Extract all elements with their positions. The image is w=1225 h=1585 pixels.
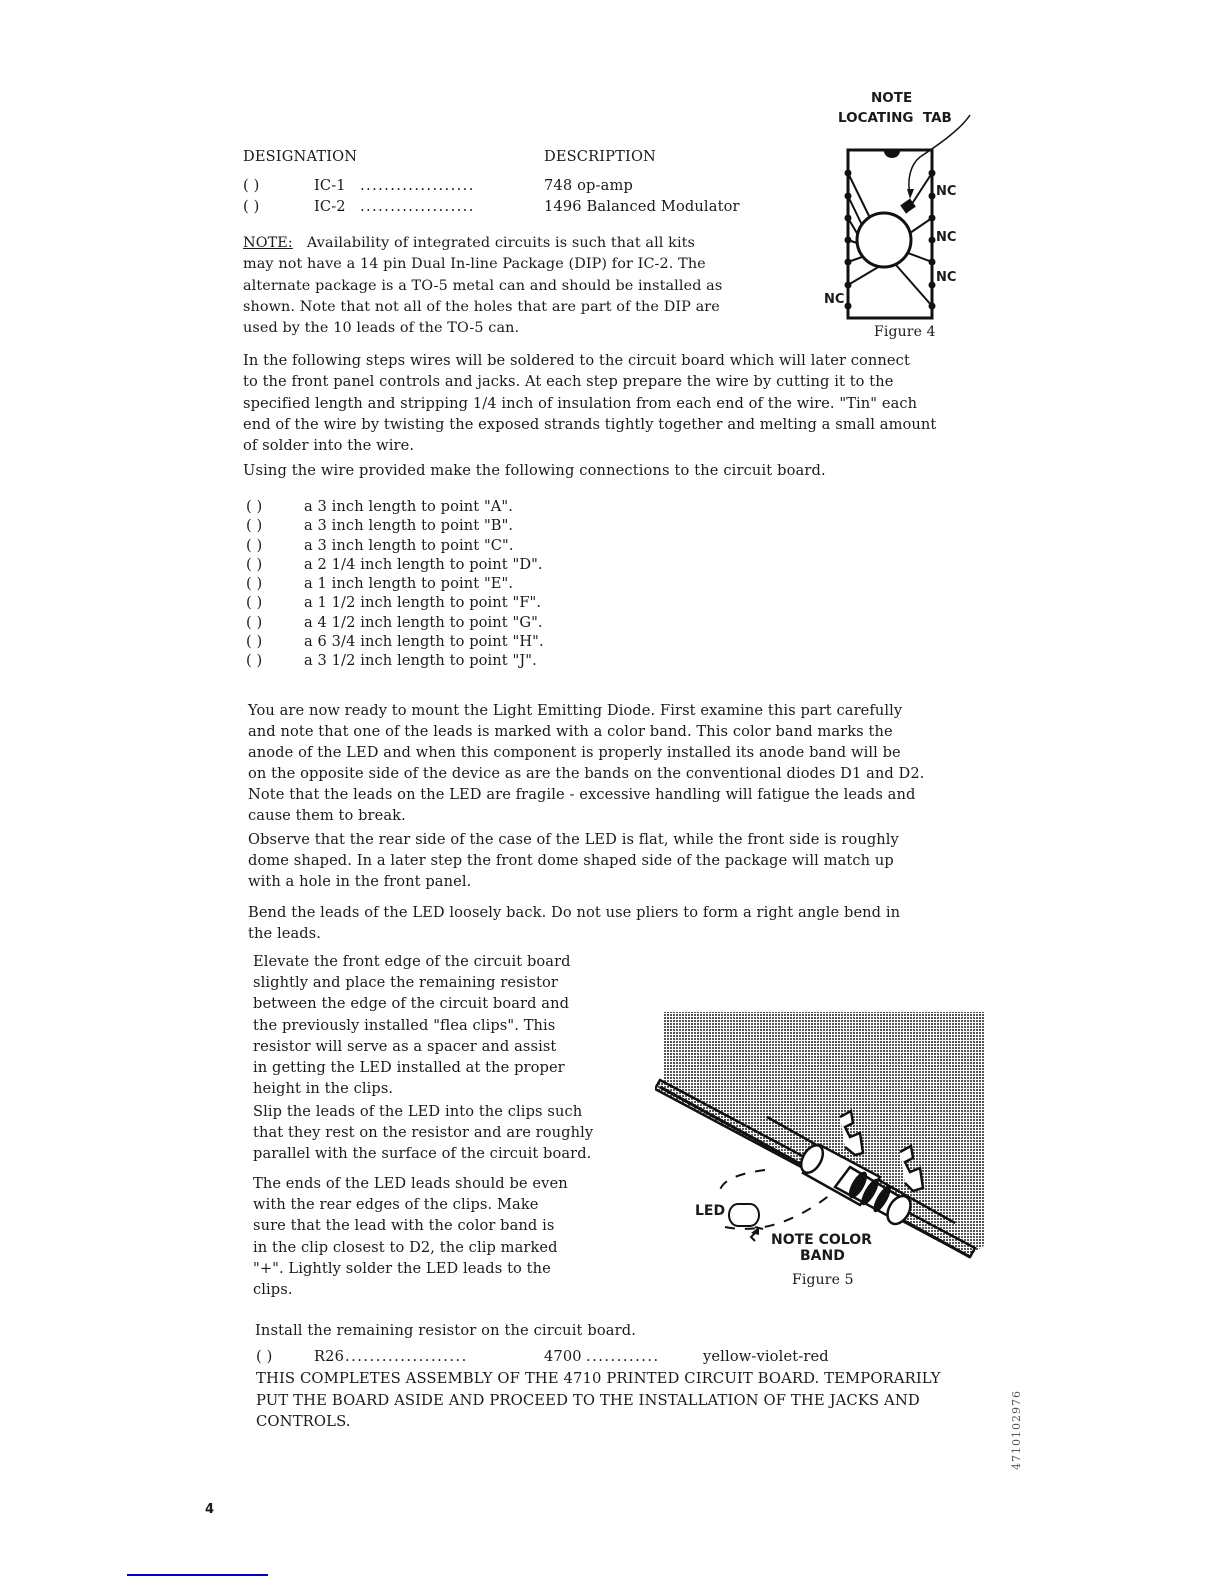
- paragraph-line: Elevate the front edge of the circuit board: [253, 953, 571, 970]
- dot-leader: ....................: [345, 1348, 468, 1365]
- paragraph-line: parallel with the surface of the circuit board.: [253, 1145, 592, 1163]
- paragraph-line: with the rear edges of the clips. Make: [253, 1196, 539, 1214]
- paragraph-line: clips.: [253, 1281, 293, 1299]
- paragraph-line: slightly and place the remaining resistor: [253, 974, 559, 992]
- wire-step: [246, 651, 544, 670]
- paragraph-line: specified length and stripping 1/4 inch of insulation from each end of the wire. "Tin" each: [243, 394, 918, 412]
- parts-row: [243, 175, 346, 197]
- paragraph-line: Observe that the rear side of the case of the LED is flat, while the front side is roughly: [248, 831, 899, 848]
- completion-notice: [256, 1368, 941, 1433]
- wire-step: [246, 613, 544, 632]
- paragraph-line: resistor will serve as a spacer and assist: [253, 1037, 557, 1055]
- paragraph-line: In the following steps wires will be soldered to the circuit board which will later connect: [243, 352, 910, 369]
- wire-step-text: a 4 1/2 inch length to point "G".: [304, 613, 543, 631]
- checkbox[interactable]: ( ): [246, 613, 263, 631]
- paragraph-line: sure that the lead with the color band is: [253, 1217, 555, 1235]
- designation: IC-1: [314, 177, 346, 194]
- figure-5-caption: Figure 5: [792, 1272, 854, 1288]
- wire-step-text: a 1 1/2 inch length to point "F".: [304, 594, 542, 612]
- ic-availability-note: [243, 233, 722, 339]
- resistor-designation: R26: [314, 1348, 345, 1365]
- callout-leader: [909, 115, 970, 195]
- side-code-text: 4710102976: [1010, 1390, 1023, 1470]
- note-line: Availability of integrated circuits is such that all kits: [306, 235, 696, 251]
- wire-step-text: a 3 1/2 inch length to point "J".: [304, 652, 537, 670]
- dot-leader: ...................: [360, 177, 475, 194]
- note-label: NOTE:: [243, 235, 293, 251]
- note-line: alternate package is a TO-5 metal can and should be installed as: [243, 277, 723, 294]
- led-placement-path: [720, 1170, 765, 1190]
- paragraph-line: Slip the leads of the LED into the clips such: [253, 1103, 583, 1120]
- checkbox[interactable]: ( ): [246, 633, 263, 651]
- checkbox[interactable]: ( ): [246, 498, 263, 515]
- paragraph-line: with a hole in the front panel.: [248, 873, 472, 890]
- wire-step: [246, 516, 544, 535]
- paragraph-line: between the edge of the circuit board and: [253, 995, 570, 1013]
- slip-leads-paragraph: [253, 1101, 593, 1165]
- checkbox[interactable]: ( ): [243, 198, 260, 215]
- resistor-color-code: yellow-violet-red: [703, 1348, 829, 1365]
- checkbox[interactable]: ( ): [246, 536, 263, 554]
- color-band-label-line1: NOTE COLOR: [771, 1232, 872, 1248]
- resistor-value: 4700: [544, 1348, 582, 1365]
- paragraph-line: dome shaped. In a later step the front dome shaped side of the package will match up: [248, 852, 894, 869]
- paragraph-line: of solder into the wire.: [243, 437, 415, 455]
- led-mounting-paragraph: [248, 700, 925, 826]
- figure-5: [655, 1005, 985, 1295]
- paragraph-line: that they rest on the resistor and are roughly: [253, 1124, 594, 1142]
- paragraph-line: anode of the LED and when this component is properly installed its anode band will be: [248, 744, 901, 761]
- nc-label: NC: [824, 292, 845, 307]
- wire-step: [246, 555, 544, 574]
- led-glyph: [729, 1204, 759, 1226]
- wire-step-text: a 3 inch length to point "C".: [304, 536, 514, 554]
- paragraph-line: Bend the leads of the LED loosely back. Do not use pliers to form a right angle bend in: [248, 904, 901, 921]
- wire-step: [246, 574, 544, 593]
- led-label: LED: [695, 1203, 726, 1219]
- paragraph-line: CONTROLS.: [256, 1413, 351, 1430]
- wire-steps-list: [246, 497, 544, 671]
- designation: IC-2: [314, 198, 346, 215]
- wiring-intro-paragraph: [243, 350, 936, 456]
- dot-leader: ...................: [360, 198, 475, 215]
- paragraph-line: the previously installed "flea clips". This: [253, 1016, 556, 1034]
- description: 748 op-amp: [544, 177, 633, 194]
- resistor-intro: Install the remaining resistor on the circuit board.: [255, 1322, 637, 1339]
- side-document-code: [1005, 1350, 1021, 1470]
- checkbox[interactable]: ( ): [246, 594, 263, 612]
- paragraph-line: end of the wire by twisting the exposed strands tightly together and melting a small amount: [243, 415, 937, 433]
- footer-rule: [127, 1574, 268, 1576]
- dip-notch: [884, 151, 900, 158]
- checkbox[interactable]: ( ): [246, 652, 263, 670]
- bend-leads-paragraph: [248, 902, 900, 944]
- paragraph-line: You are now ready to mount the Light Emitting Diode. First examine this part carefully: [248, 702, 903, 719]
- checkbox[interactable]: ( ): [256, 1348, 273, 1365]
- checkbox[interactable]: ( ): [246, 517, 263, 535]
- elevate-board-paragraph: [253, 951, 571, 1099]
- parts-row: [243, 196, 346, 218]
- resistor-row: [256, 1346, 344, 1368]
- note-line: may not have a 14 pin Dual In-line Package (DIP) for IC-2. The: [243, 256, 706, 273]
- paragraph-line: "+". Lightly solder the LED leads to the: [253, 1259, 551, 1277]
- paragraph-line: The ends of the LED leads should be even: [253, 1175, 568, 1192]
- paragraph-line: the leads.: [248, 925, 322, 942]
- locating-tab-callout-line2: LOCATING TAB: [838, 110, 952, 126]
- led-case-paragraph: [248, 829, 899, 892]
- wire-step-text: a 3 inch length to point "A".: [304, 498, 513, 515]
- figure-4-caption: Figure 4: [874, 324, 936, 340]
- paragraph-line: in getting the LED installed at the proper: [253, 1059, 565, 1077]
- checkbox[interactable]: ( ): [246, 555, 263, 573]
- paragraph-line: in the clip closest to D2, the clip marked: [253, 1238, 558, 1256]
- checkbox[interactable]: ( ): [243, 177, 260, 194]
- paragraph-line: on the opposite side of the device as are the bands on the conventional diodes D1 and D2.: [248, 765, 925, 782]
- paragraph-line: height in the clips.: [253, 1080, 394, 1098]
- paragraph-line: PUT THE BOARD ASIDE AND PROCEED TO THE INSTALLATION OF THE JACKS AND: [256, 1391, 920, 1409]
- paragraph-line: cause them to break.: [248, 807, 406, 824]
- locating-tab-callout-line1: NOTE: [871, 90, 913, 106]
- wire-step-text: a 1 inch length to point "E".: [304, 575, 514, 593]
- description-header: DESCRIPTION: [544, 148, 656, 165]
- description: 1496 Balanced Modulator: [544, 198, 740, 215]
- wire-step-text: a 2 1/4 inch length to point "D".: [304, 555, 543, 573]
- wire-step: [246, 593, 544, 612]
- page-number: 4: [205, 1502, 215, 1517]
- wire-step-text: a 3 inch length to point "B".: [304, 517, 514, 535]
- paragraph-line: Note that the leads on the LED are fragile - excessive handling will fatigue the leads and: [248, 786, 916, 803]
- nc-label: NC: [936, 230, 957, 245]
- dot-leader: ............: [586, 1348, 660, 1365]
- paragraph-line: and note that one of the leads is marked with a color band. This color band marks the: [248, 723, 893, 740]
- paragraph-line: THIS COMPLETES ASSEMBLY OF THE 4710 PRINTED CIRCUIT BOARD. TEMPORARILY: [256, 1370, 941, 1387]
- wiring-lead-sentence: Using the wire provided make the following connections to the circuit board.: [243, 462, 826, 479]
- nc-label: NC: [936, 184, 957, 199]
- paragraph-line: to the front panel controls and jacks. At each step prepare the wire by cutting it to the: [243, 373, 894, 391]
- note-line: shown. Note that not all of the holes that are part of the DIP are: [243, 298, 720, 315]
- wire-step: [246, 536, 544, 555]
- color-band-label-line2: BAND: [800, 1248, 845, 1264]
- note-line: used by the 10 leads of the TO-5 can.: [243, 320, 520, 337]
- designation-header: DESIGNATION: [243, 148, 358, 165]
- figure-4: [810, 85, 1000, 345]
- solder-leads-paragraph: [253, 1173, 568, 1300]
- wire-step: [246, 497, 544, 516]
- wire-step: [246, 632, 544, 651]
- to5-can: [857, 213, 911, 267]
- nc-label: NC: [936, 270, 957, 285]
- checkbox[interactable]: ( ): [246, 575, 263, 593]
- wire-step-text: a 6 3/4 inch length to point "H".: [304, 633, 544, 651]
